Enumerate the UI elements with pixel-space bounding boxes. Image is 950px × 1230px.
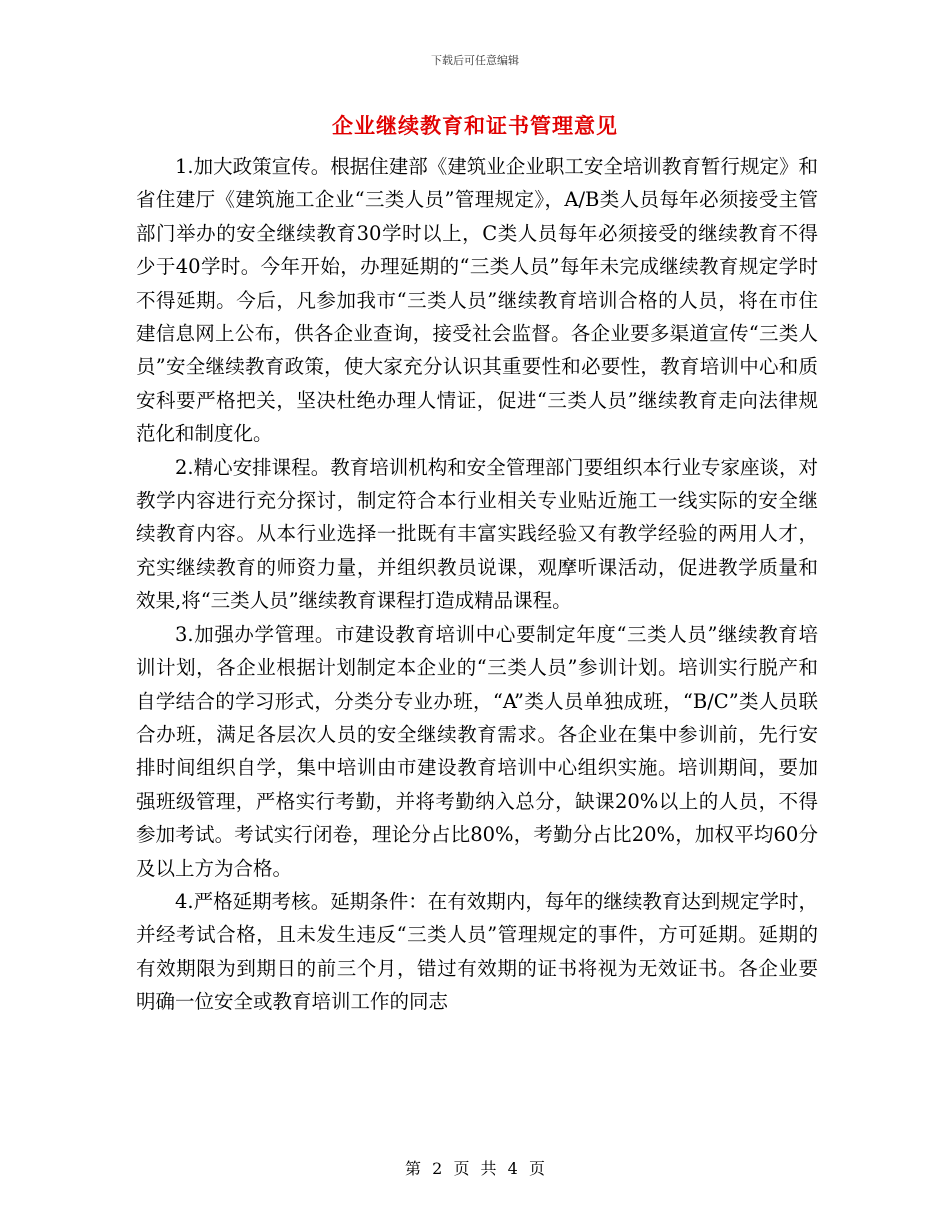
footer-suffix: 页 bbox=[528, 1159, 545, 1178]
paragraph-1: 1.加大政策宣传。根据住建部《建筑业企业职工安全培训教育暂行规定》和省住建厅《建筑施工企业“三类人员”管理规定》，A/B类人员每年必须接受主管部门举办的安全继续教育30学时以上，C类人员每年必须接受的继续教育不得少于40学时。今年开始，办理延期的“三类人员”每年未完成继续教育规定学时不得延期。今后，凡参加我市“三类人员”继续教育培训合格的人员，将在市住建信息网上公布，供各企业查询，接受社会监督。各企业要多渠道宣传“三类人员”安全继续教育政策，使大家充分认识其重要性和必要性，教育培训中心和质安科要严格把关，坚决杜绝办理人情证，促进“三类人员”继续教育走向法律规范化和制度化。 bbox=[136, 155, 818, 446]
footer-total-word: 共 bbox=[480, 1159, 497, 1178]
header-note: 下载后可任意编辑 bbox=[431, 54, 519, 67]
paragraph-3: 3.加强办学管理。市建设教育培训中心要制定年度“三类人员”继续教育培训计划，各企业根据计划制定本企业的“三类人员”参训计划。培训实行脱产和自学结合的学习形式，分类分专业办班，“A”类人员单独成班，“B/C”类人员联合办班，满足各层次人员的安全继续教育需求。各企业在集中参训前，先行安排时间组织自学，集中培训由市建设教育培训中心组织实施。培训期间，要加强班级管理，严格实行考勤，并将考勤纳入总分，缺课20%以上的人员，不得参加考试。考试实行闭卷，理论分占比80%，考勤分占比20%，加权平均60分及以上方为合格。 bbox=[136, 622, 818, 880]
total-page-number: 4 bbox=[507, 1159, 518, 1178]
paragraph-2: 2.精心安排课程。教育培训机构和安全管理部门要组织本行业专家座谈，对教学内容进行充分探讨，制定符合本行业相关专业贴近施工一线实际的安全继续教育内容。从本行业选择一批既有丰富实践经验又有教学经验的两用人才，充实继续教育的师资力量，并组织教员说课，观摩听课活动，促进教学质量和效果,将“三类人员”继续教育课程打造成精品课程。 bbox=[136, 455, 818, 613]
document-title: 企业继续教育和证书管理意见 bbox=[332, 113, 618, 138]
paragraph-4: 4.严格延期考核。延期条件：在有效期内，每年的继续教育达到规定学时，并经考试合格，且未发生违反“三类人员”管理规定的事件，方可延期。延期的有效期限为到期日的前三个月，错过有效期的证书将视为无效证书。各企业要明确一位安全或教育培训工作的同志 bbox=[136, 889, 818, 1014]
document-body bbox=[136, 150, 818, 1019]
page-number-footer bbox=[0, 1156, 950, 1179]
footer-page-word: 页 bbox=[453, 1159, 470, 1178]
current-page-number: 2 bbox=[432, 1159, 443, 1178]
footer-prefix: 第 bbox=[405, 1159, 422, 1178]
